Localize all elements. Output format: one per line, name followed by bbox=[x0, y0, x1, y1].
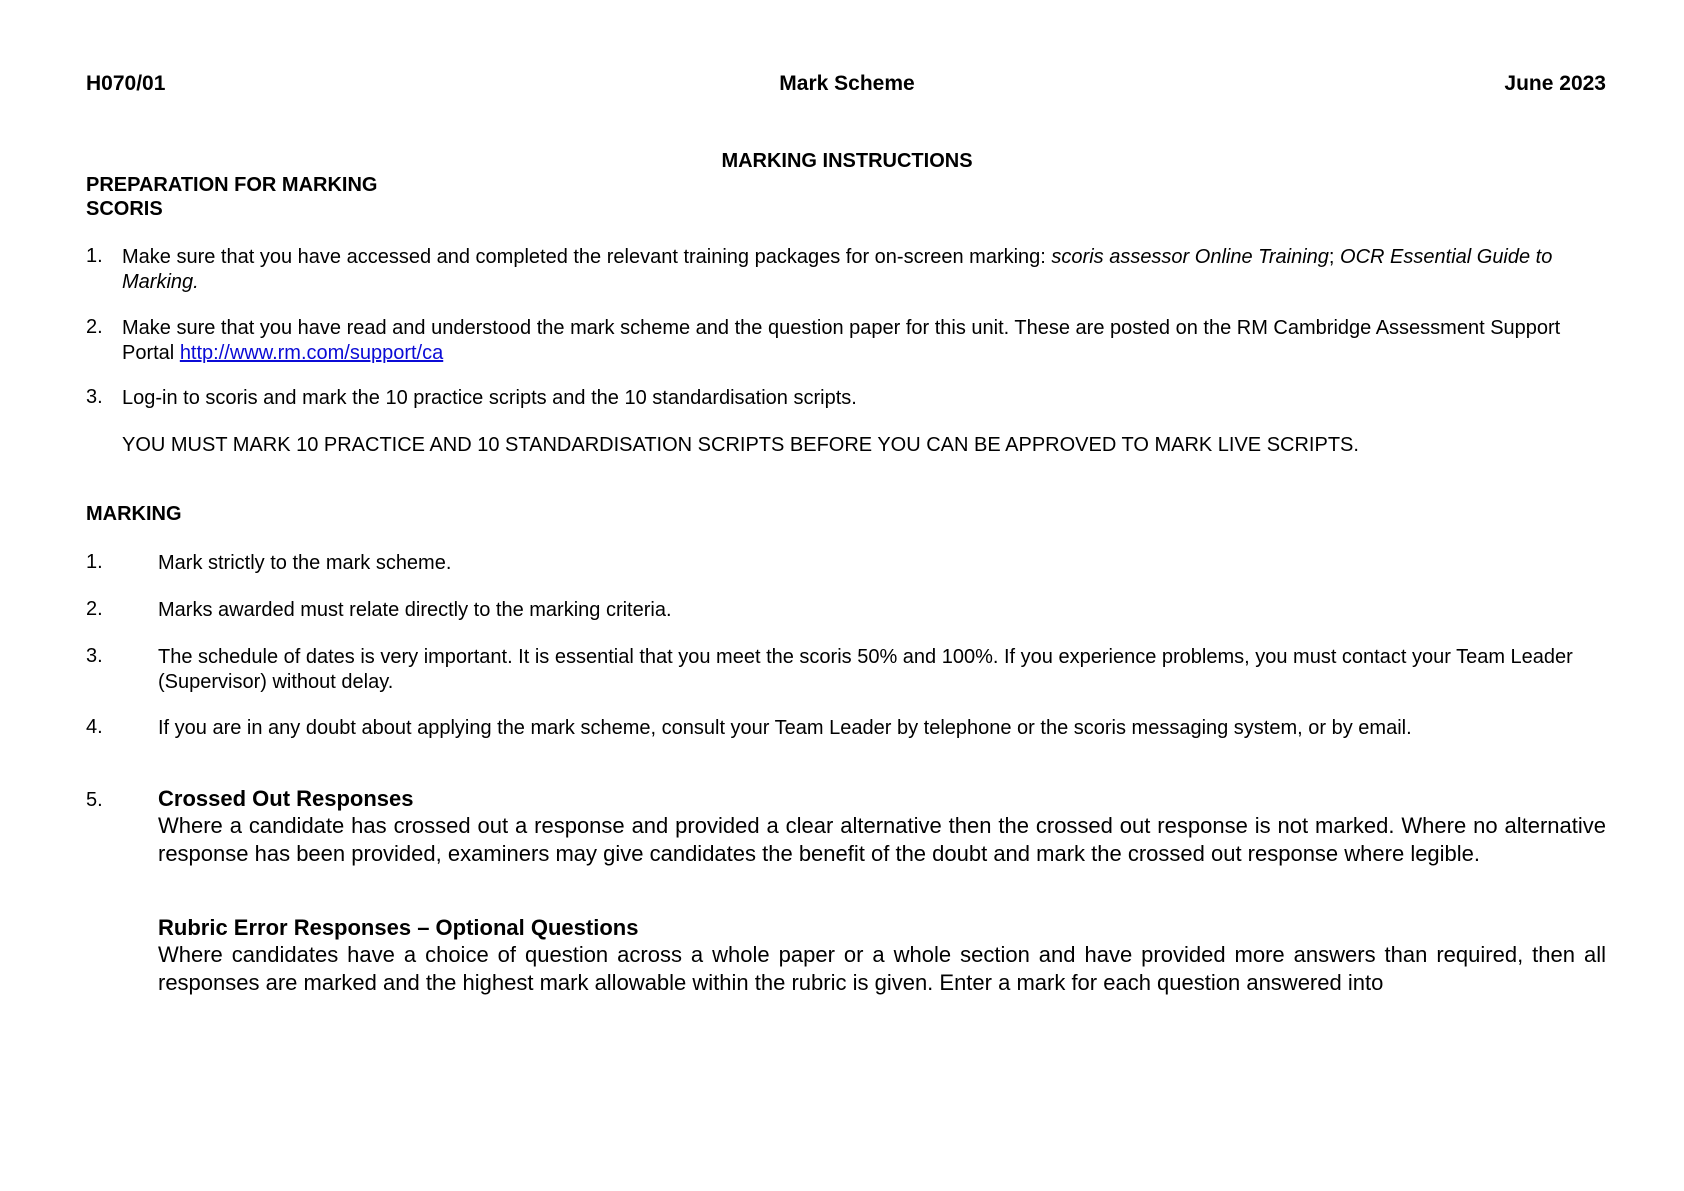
paper-code: H070/01 bbox=[86, 72, 166, 95]
marking-item-5-number: 5. bbox=[86, 789, 103, 811]
prep-item-1-italic-training: scoris assessor Online Training bbox=[1051, 246, 1329, 268]
document-title: Mark Scheme bbox=[779, 72, 915, 95]
marking-heading: MARKING bbox=[86, 503, 182, 525]
marking-item-1-text: Mark strictly to the mark scheme. bbox=[158, 552, 452, 574]
marking-instructions-title: MARKING INSTRUCTIONS bbox=[721, 150, 973, 172]
marking-item-4-text: If you are in any doubt about applying the mark scheme, consult your Team Leader by telephone or the scoris messaging system, or by email. bbox=[158, 717, 1412, 739]
prep-item-1-italic-guide: OCR Essential Guide to Marking bbox=[122, 246, 1553, 293]
prep-item-1-separator: ; bbox=[1328, 246, 1341, 268]
prep-item-1-end: . bbox=[193, 271, 199, 293]
scoris-subheading: SCORIS bbox=[86, 198, 163, 220]
marking-item-2-text: Marks awarded must relate directly to the marking criteria. bbox=[158, 599, 672, 621]
marking-item-2-number: 2. bbox=[86, 598, 103, 620]
prep-item-1-text bbox=[122, 245, 1602, 295]
marking-item-4-number: 4. bbox=[86, 716, 103, 738]
marking-item-3-number: 3. bbox=[86, 645, 103, 667]
preparation-heading: PREPARATION FOR MARKING bbox=[86, 174, 378, 196]
support-portal-link[interactable]: http://www.rm.com/support/ca bbox=[179, 342, 444, 364]
prep-item-1-number: 1. bbox=[86, 245, 103, 267]
document-date: June 2023 bbox=[1504, 72, 1606, 95]
crossed-out-text: Where a candidate has crossed out a response and provided a clear alternative then the crossed out response is not marked. Where no alternative response has been provided, examiners may give candidates the benefit of the doubt and mark the crossed out response where legible. bbox=[158, 813, 1606, 866]
rubric-error-heading: Rubric Error Responses – Optional Questions bbox=[158, 915, 639, 940]
prep-item-3-number: 3. bbox=[86, 386, 103, 408]
standardisation-notice: YOU MUST MARK 10 PRACTICE AND 10 STANDARDISATION SCRIPTS BEFORE YOU CAN BE APPROVED TO MARK LIVE SCRIPTS. bbox=[122, 434, 1359, 456]
rubric-error-text: Where candidates have a choice of question across a whole paper or a whole section and have provided more answers than required, then all responses are marked and the highest mark allowable within the rubric is given. Enter a mark for each question answered into bbox=[158, 942, 1606, 995]
prep-item-1-lead: Make sure that you have accessed and completed the relevant training packages for on-screen marking: bbox=[122, 246, 1052, 268]
prep-item-2-text bbox=[122, 316, 1602, 366]
marking-item-3-text: The schedule of dates is very important. It is essential that you meet the scoris 50% and 100%. If you experience problems, you must contact your Team Leader (Supervisor) without delay. bbox=[158, 646, 1573, 693]
prep-item-3-text: Log-in to scoris and mark the 10 practice scripts and the 10 standardisation scripts. bbox=[122, 387, 857, 409]
marking-item-1-number: 1. bbox=[86, 551, 103, 573]
prep-item-2-body: Make sure that you have read and understood the mark scheme and the question paper for this unit. These are posted on the RM Cambridge Assessment Support Portal bbox=[122, 317, 1561, 364]
crossed-out-heading: Crossed Out Responses bbox=[158, 786, 414, 811]
prep-item-2-number: 2. bbox=[86, 316, 103, 338]
